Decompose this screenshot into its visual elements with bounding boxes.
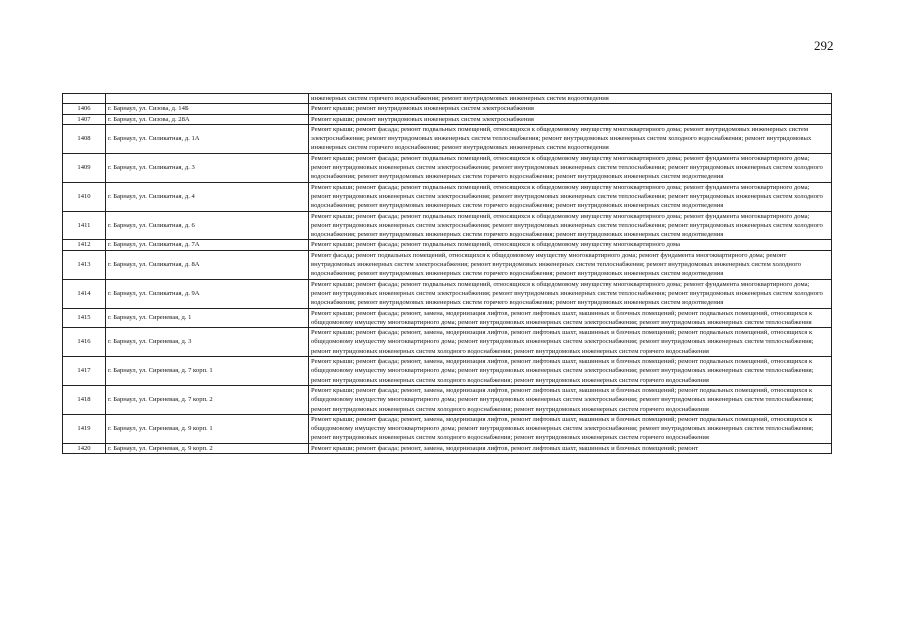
row-number: 1411	[63, 211, 106, 240]
row-address: г. Барнаул, ул. Силикатная, д. 3	[106, 153, 309, 182]
row-works: Ремонт крыши; ремонт фасада; ремонт, замена, модернизация лифтов, ремонт лифтовых шахт, машинных и блочных помещений; ремонт подвальных помещений, относящихся к общедомовому имуществу многоквартирного дома; ремонт внутридомовых инженерных систем электроснабжения; ремонт внутридомовых инженерных систем теплоснабжения; ремонт внутридомовых инженерных систем холодного водоснабжения; ремонт внутридомовых инженерных систем горячего водоснабжения	[309, 357, 832, 386]
row-address: г. Барнаул, ул. Сиреневая, д. 3	[106, 328, 309, 357]
table-row	[63, 250, 832, 279]
table-body	[63, 94, 832, 454]
table-row	[63, 182, 832, 211]
row-number: 1410	[63, 182, 106, 211]
table-row	[63, 240, 832, 250]
row-number: 1418	[63, 385, 106, 414]
row-works: Ремонт крыши; ремонт фасада; ремонт подвальных помещений, относящихся к общедомовому имуществу многоквартирного дома; ремонт фундамента многоквартирного дома; ремонт внутридомовых инженерных систем электроснабжения; ремонт внутридомовых инженерных систем теплоснабжения; ремонт внутридомовых инженерных систем холодного водоснабжения; ремонт внутридомовых инженерных систем горячего водоснабжения; ремонт внутридомовых инженерных систем водоотведения	[309, 182, 832, 211]
row-works: инженерных систем горячего водоснабжения; ремонт внутридомовых инженерных систем водоотведения	[309, 94, 832, 104]
table-row	[63, 279, 832, 308]
row-works: Ремонт крыши; ремонт внутридомовых инженерных систем электроснабжения	[309, 104, 832, 114]
row-address: г. Барнаул, ул. Силикатная, д. 6	[106, 211, 309, 240]
works-table	[62, 93, 832, 454]
row-works: Ремонт крыши; ремонт фасада; ремонт, замена, модернизация лифтов, ремонт лифтовых шахт, машинных и блочных помещений; ремонт подвальных помещений, относящихся к общедомовому имуществу многоквартирного дома; ремонт внутридомовых инженерных систем электроснабжения; ремонт внутридомовых инженерных систем теплоснабжения; ремонт внутридомовых инженерных систем холодного водоснабжения; ремонт внутридомовых инженерных систем горячего водоснабжения	[309, 328, 832, 357]
table-row	[63, 414, 832, 443]
row-address: г. Барнаул, ул. Сизова, д. 14Б	[106, 104, 309, 114]
table-row	[63, 114, 832, 124]
row-works: Ремонт фасада; ремонт подвальных помещений, относящихся к общедомовому имуществу многоквартирного дома; ремонт фундамента многоквартирного дома; ремонт внутридомовых инженерных систем электроснабжения; ремонт внутридомовых инженерных систем теплоснабжения; ремонт внутридомовых инженерных систем холодного водоснабжения; ремонт внутридомовых инженерных систем горячего водоснабжения; ремонт внутридомовых инженерных систем водоотведения	[309, 250, 832, 279]
row-address	[106, 94, 309, 104]
table-row	[63, 211, 832, 240]
row-address: г. Барнаул, ул. Силикатная, д. 9А	[106, 279, 309, 308]
row-works: Ремонт крыши; ремонт внутридомовых инженерных систем электроснабжения	[309, 114, 832, 124]
row-number: 1414	[63, 279, 106, 308]
table-row	[63, 308, 832, 328]
row-address: г. Барнаул, ул. Силикатная, д. 1А	[106, 124, 309, 153]
row-number: 1413	[63, 250, 106, 279]
row-number: 1416	[63, 328, 106, 357]
row-works: Ремонт крыши; ремонт фасада; ремонт подвальных помещений, относящихся к общедомовому имуществу многоквартирного дома; ремонт фундамента многоквартирного дома; ремонт внутридомовых инженерных систем электроснабжения; ремонт внутридомовых инженерных систем теплоснабжения; ремонт внутридомовых инженерных систем холодного водоснабжения; ремонт внутридомовых инженерных систем горячего водоснабжения; ремонт внутридомовых инженерных систем водоотведения	[309, 279, 832, 308]
row-address: г. Барнаул, ул. Силикатная, д. 8А	[106, 250, 309, 279]
row-address: г. Барнаул, ул. Сиреневая, д. 1	[106, 308, 309, 328]
table-row	[63, 104, 832, 114]
row-number: 1415	[63, 308, 106, 328]
table-row	[63, 94, 832, 104]
row-works: Ремонт крыши; ремонт фасада; ремонт подвальных помещений, относящихся к общедомовому имуществу многоквартирного дома; ремонт фундамента многоквартирного дома; ремонт внутридомовых инженерных систем электроснабжения; ремонт внутридомовых инженерных систем теплоснабжения; ремонт внутридомовых инженерных систем холодного водоснабжения; ремонт внутридомовых инженерных систем горячего водоснабжения; ремонт внутридомовых инженерных систем водоотведения	[309, 153, 832, 182]
table-row	[63, 328, 832, 357]
row-works: Ремонт крыши; ремонт фасада; ремонт подвальных помещений, относящихся к общедомовому имуществу многоквартирного дома; ремонт фундамента многоквартирного дома; ремонт внутридомовых инженерных систем электроснабжения; ремонт внутридомовых инженерных систем теплоснабжения; ремонт внутридомовых инженерных систем холодного водоснабжения; ремонт внутридомовых инженерных систем горячего водоснабжения; ремонт внутридомовых инженерных систем водоотведения	[309, 211, 832, 240]
row-number: 1417	[63, 357, 106, 386]
row-address: г. Барнаул, ул. Сиреневая, д. 9 корп. 1	[106, 414, 309, 443]
row-works: Ремонт крыши; ремонт фасада; ремонт, замена, модернизация лифтов, ремонт лифтовых шахт, машинных и блочных помещений; ремонт подвальных помещений, относящихся к общедомовому имуществу многоквартирного дома; ремонт внутридомовых инженерных систем электроснабжения; ремонт внутридомовых инженерных систем теплоснабжения; ремонт внутридомовых инженерных систем холодного водоснабжения; ремонт внутридомовых инженерных систем горячего водоснабжения	[309, 385, 832, 414]
row-number: 1419	[63, 414, 106, 443]
row-works: Ремонт крыши; ремонт фасада; ремонт, замена, модернизация лифтов, ремонт лифтовых шахт, машинных и блочных помещений; ремонт подвальных помещений, относящихся к общедомовому имуществу многоквартирного дома; ремонт внутридомовых инженерных систем электроснабжения; ремонт внутридомовых инженерных систем теплоснабжения	[309, 308, 832, 328]
row-address: г. Барнаул, ул. Сиреневая, д. 7 корп. 2	[106, 385, 309, 414]
row-address: г. Барнаул, ул. Сиреневая, д. 9 корп. 2	[106, 443, 309, 453]
row-number: 1406	[63, 104, 106, 114]
row-number: 1408	[63, 124, 106, 153]
table-row	[63, 124, 832, 153]
row-number: 1407	[63, 114, 106, 124]
row-works: Ремонт крыши; ремонт фасада; ремонт, замена, модернизация лифтов, ремонт лифтовых шахт, машинных и блочных помещений; ремонт	[309, 443, 832, 453]
row-works: Ремонт крыши; ремонт фасада; ремонт, замена, модернизация лифтов, ремонт лифтовых шахт, машинных и блочных помещений; ремонт подвальных помещений, относящихся к общедомовому имуществу многоквартирного дома; ремонт внутридомовых инженерных систем электроснабжения; ремонт внутридомовых инженерных систем теплоснабжения; ремонт внутридомовых инженерных систем холодного водоснабжения; ремонт внутридомовых инженерных систем горячего водоснабжения	[309, 414, 832, 443]
row-number	[63, 94, 106, 104]
row-address: г. Барнаул, ул. Сизова, д. 28А	[106, 114, 309, 124]
row-works: Ремонт крыши; ремонт фасада; ремонт подвальных помещений, относящихся к общедомовому имуществу многоквартирного дома	[309, 240, 832, 250]
row-works: Ремонт крыши; ремонт фасада; ремонт подвальных помещений, относящихся к общедомовому имуществу многоквартирного дома; ремонт внутридомовых инженерных систем электроснабжения; ремонт внутридомовых инженерных систем теплоснабжения; ремонт внутридомовых инженерных систем холодного водоснабжения; ремонт внутридомовых инженерных систем горячего водоснабжения; ремонт внутридомовых инженерных систем водоотведения	[309, 124, 832, 153]
row-address: г. Барнаул, ул. Силикатная, д. 4	[106, 182, 309, 211]
table-row	[63, 385, 832, 414]
page-number: 292	[814, 38, 834, 53]
row-number: 1412	[63, 240, 106, 250]
table-row	[63, 443, 832, 453]
row-number: 1420	[63, 443, 106, 453]
table-row	[63, 357, 832, 386]
row-address: г. Барнаул, ул. Силикатная, д. 7А	[106, 240, 309, 250]
table-row	[63, 153, 832, 182]
row-number: 1409	[63, 153, 106, 182]
row-address: г. Барнаул, ул. Сиреневая, д. 7 корп. 1	[106, 357, 309, 386]
